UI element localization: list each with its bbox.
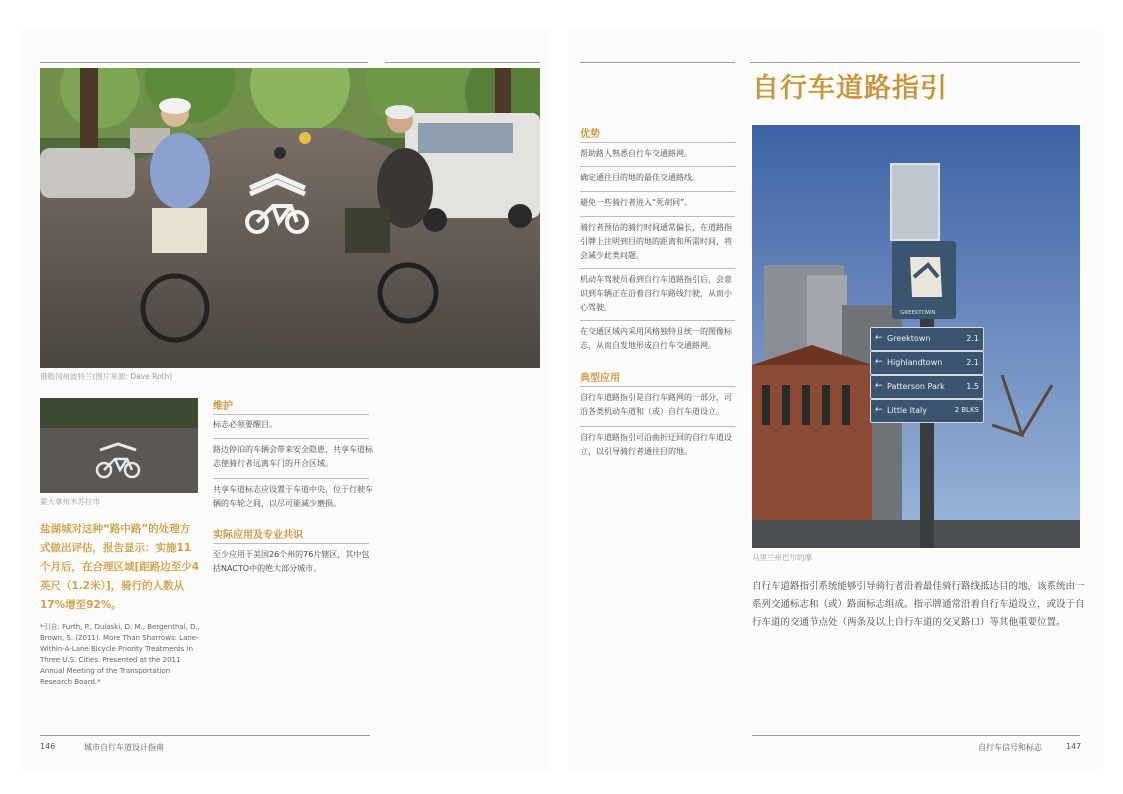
sharrow-photo: [40, 398, 198, 493]
divider: [580, 426, 735, 427]
maintenance-item: 路边停泊的车辆会带来安全隐患，共享车道标志使骑行者远离车门的开合区域。: [213, 445, 373, 468]
practice-item: 至少应用于美国26个州的76片辖区，其中包括NACTO中的绝大部分城市。: [213, 550, 370, 573]
divider: [213, 438, 369, 439]
maintenance-item: 共享车道标志应设置于车道中央，位于行驶车辆的车轮之间，以尽可能减少磨损。: [213, 485, 373, 508]
sign-destination: Little Italy: [887, 406, 927, 415]
footer-title: 城市自行车道设计指南: [84, 743, 164, 752]
sign-row: [870, 399, 984, 423]
top-rule: [40, 62, 368, 63]
advantage-item: 骑行者预估的骑行时间通常偏长，在道路指引牌上注明到目的地的距离和所需时间，将会减少此类问题。: [580, 223, 732, 260]
sign-destination: Highlandtown: [887, 358, 943, 367]
divider: [213, 543, 369, 544]
footer-rule: [40, 735, 370, 736]
photo1-caption: 俄勒冈州波特兰(图片来源: Dave Roth): [40, 372, 173, 381]
top-rule: [580, 62, 735, 63]
page-number: 147: [1066, 742, 1082, 751]
page-number: 146: [40, 742, 56, 751]
divider: [580, 320, 735, 321]
citation: *引自: Furth, P., Dulaski, D. M., Bergenthal, D., Brown, S. (2011). More Than Sharrows: Lane-Within-A-Lane Bicycle Priority Treatments in Three U.S. Cities. Presented at the 2011 Annual Meeting of the Transportation Research Board.*: [40, 623, 200, 686]
typical-item: 自行车道路指引可沿曲折迂回的自行车道设立，以引导骑行者通往目的地。: [580, 433, 732, 456]
advantage-item: 帮助路人熟悉自行车交通路网。: [580, 149, 692, 158]
body-paragraph: 自行车道路指引系统能够引导骑行者沿着最佳骑行路线抵达目的地，该系统由一系列交通标志和（或）路面标志组成。指示牌通常沿着自行车道设立，或设于自行车道的交通节点处（两条及以上自行车道的交叉路口）等其他重要位置。: [752, 581, 1085, 628]
sign-row: [870, 351, 984, 375]
wayfinding-sign-photo: [752, 125, 1080, 548]
sign-distance: 2.1: [966, 358, 979, 367]
arrow-left-icon: ←: [875, 357, 883, 367]
maintenance-heading: 维护: [213, 401, 233, 412]
advantage-item: 在交通区域内采用风格独特且统一的图像标志，从而自发地形成自行车交通路网。: [580, 327, 732, 350]
maintenance-item: 标志必须要醒目。: [213, 420, 277, 429]
sign-top-label: GREEKTOWN: [900, 310, 936, 316]
typical-item: 自行车道路指引是自行车路网的一部分，可沿各类机动车道和（或）自行车道设立。: [580, 393, 732, 416]
sign-distance: 2.1: [966, 334, 979, 343]
page-title: 自行车道路指引: [752, 73, 948, 104]
photo2-caption: 蒙大拿州米苏拉市: [40, 497, 100, 506]
divider: [580, 142, 735, 143]
pull-quote: 盐湖城对这种“路中路”的处理方式做出评估，报告显示：实施11个月后，在合理区域[距路边至少4英尺（1.2米）]，骑行的人数从17%增至92%。: [40, 523, 200, 611]
top-rule: [385, 62, 540, 63]
sign-destination: Patterson Park: [887, 382, 945, 391]
photo3-caption: 马里兰州巴尔的摩: [752, 553, 812, 562]
divider: [580, 386, 735, 387]
divider: [580, 166, 735, 167]
typical-heading: 典型应用: [580, 373, 620, 384]
advantage-item: 机动车驾驶员看到自行车道路指引后，会意识到车辆正在沿着自行车路线行驶，从而小心驾驶。: [580, 275, 732, 312]
sign-destination: Greektown: [887, 334, 931, 343]
footer-rule: [752, 735, 1080, 736]
arrow-left-icon: ←: [875, 405, 883, 415]
advantage-item: 确定通往目的地的最佳交通路线。: [580, 173, 700, 182]
divider: [580, 216, 735, 217]
advantage-item: 避免一些骑行者进入“死胡同”。: [580, 198, 693, 207]
top-rule: [750, 62, 1080, 63]
divider: [213, 414, 369, 415]
practice-heading: 实际应用及专业共识: [213, 530, 303, 541]
sign-distance: 1.5: [966, 382, 979, 391]
footer-title: 自行车信号和标志: [978, 743, 1042, 752]
advantages-heading: 优势: [580, 129, 600, 140]
cyclists-street-photo: [40, 68, 540, 368]
sign-row: [870, 327, 984, 351]
sign-distance: 2 BLKS: [954, 406, 979, 414]
divider: [213, 478, 369, 479]
sign-row: [870, 375, 984, 399]
divider: [580, 191, 735, 192]
divider: [580, 268, 735, 269]
arrow-left-icon: ←: [875, 333, 883, 343]
arrow-left-icon: ←: [875, 381, 883, 391]
